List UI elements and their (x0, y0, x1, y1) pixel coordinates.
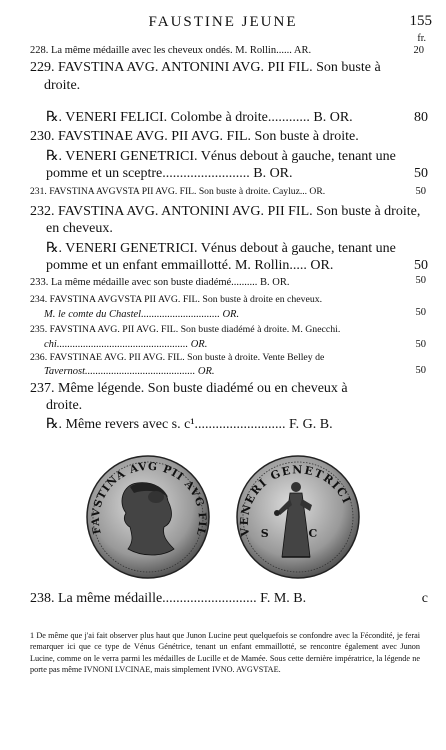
entry-232-line2: en cheveux. (46, 221, 113, 236)
entry-238: 238. La même médaille........................... F. M. B. (30, 591, 307, 606)
entry-232-reverse-line2: pomme et un enfant emmaillotté. M. Rollin..... OR. (46, 258, 334, 273)
entry-235-line2: chi.................................................. OR. (44, 339, 208, 350)
entry-229-line2: droite. (44, 78, 81, 93)
page-number: 155 (409, 13, 432, 29)
reverse-coin (237, 456, 359, 578)
coin-illustration (82, 453, 372, 581)
entry-238-value: c (421, 591, 428, 606)
entry-229-value: 80 (414, 110, 428, 125)
entry-231: 231. FAVSTINA AVGVSTA PII AVG. FIL. Son buste à droite. Cayluz... OR. (30, 186, 326, 197)
entry-233-value: 50 (415, 275, 426, 286)
entry-231-value: 50 (415, 186, 426, 197)
entry-236-line2: Tavernost.......................................... OR. (44, 366, 215, 377)
entry-230-value: 50 (414, 166, 428, 181)
entry-237-line2: droite. (46, 398, 83, 413)
entry-233: 233. La même médaille avec son buste diadémé.......... B. OR. (30, 277, 290, 288)
entry-232-line1: 232. FAVSTINA AVG. ANTONINI AVG. PII FIL. Son buste à droite, (30, 204, 421, 219)
reverse-legend: VENERI GENETRICI (237, 463, 354, 538)
entry-230-reverse-line2: pomme et un sceptre......................... B. OR. (46, 166, 293, 181)
entry-229-reverse: ℞. VENERI FELICI. Colombe à droite............ B. OR. (46, 110, 353, 125)
entry-235-value: 50 (415, 339, 426, 350)
obverse-coin (87, 456, 209, 578)
entry-237-reverse: ℞. Même revers avec s. c¹.......................... F. G. B. (46, 417, 333, 432)
running-head: FAUSTINE JEUNE (148, 14, 298, 30)
entry-230-reverse-line1: ℞. VENERI GENETRICI. Vénus debout à gauche, tenant une (46, 149, 396, 164)
entry-234-line1: 234. FAVSTINA AVGVSTA PII AVG. FIL. Son buste à droite en cheveux. (30, 294, 323, 305)
entry-228-value: 20 (413, 45, 424, 56)
entry-228: 228. La même médaille avec les cheveux ondés. M. Rollin...... AR. (30, 45, 312, 56)
currency-label: fr. (417, 33, 426, 44)
entry-230: 230. FAVSTINAE AVG. PII AVG. FIL. Son buste à droite. (30, 129, 359, 144)
entry-236-line1: 236. FAVSTINAE AVG. PII AVG. FIL. Son buste à droite. Vente Belley de (30, 352, 325, 363)
entry-232-value: 50 (414, 258, 428, 273)
entry-237-line1: 237. Même légende. Son buste diadémé ou en cheveux à (30, 381, 348, 396)
reverse-sc: S C (260, 527, 336, 540)
obverse-legend: FAVSTINA AVG PII AVG FIL (89, 460, 209, 538)
entry-229-line1: 229. FAVSTINA AVG. ANTONINI AVG. PII FIL. Son buste à (30, 60, 381, 75)
entry-234-value: 50 (415, 307, 426, 318)
entry-235-line1: 235. FAVSTINA AVG. PII AVG. FIL. Son buste diadémé à droite. M. Gnecchi. (30, 324, 341, 335)
entry-236-value: 50 (415, 365, 426, 376)
entry-234-line2: M. le comte du Chastel.............................. OR. (44, 309, 240, 320)
footnote: 1 De même que j'ai fait observer plus haut que Junon Lucine peut quelquefois se confondre avec la Fécondité, je ferai remarquer ici que ce type de Vénus Génétrice, tenant un enfant emmaillotté, se rencontre également avec Junon Lucine, comme on le verra parmi les médailles de Lucille et de Mamée. Sous cette dernière impératrice, la légende ne porte pas même IVNONI LVCINAE, mais simplement IVNO. AVGVSTAE. (30, 631, 420, 674)
entry-232-reverse-line1: ℞. VENERI GENETRICI. Vénus debout à gauche, tenant une (46, 241, 396, 256)
